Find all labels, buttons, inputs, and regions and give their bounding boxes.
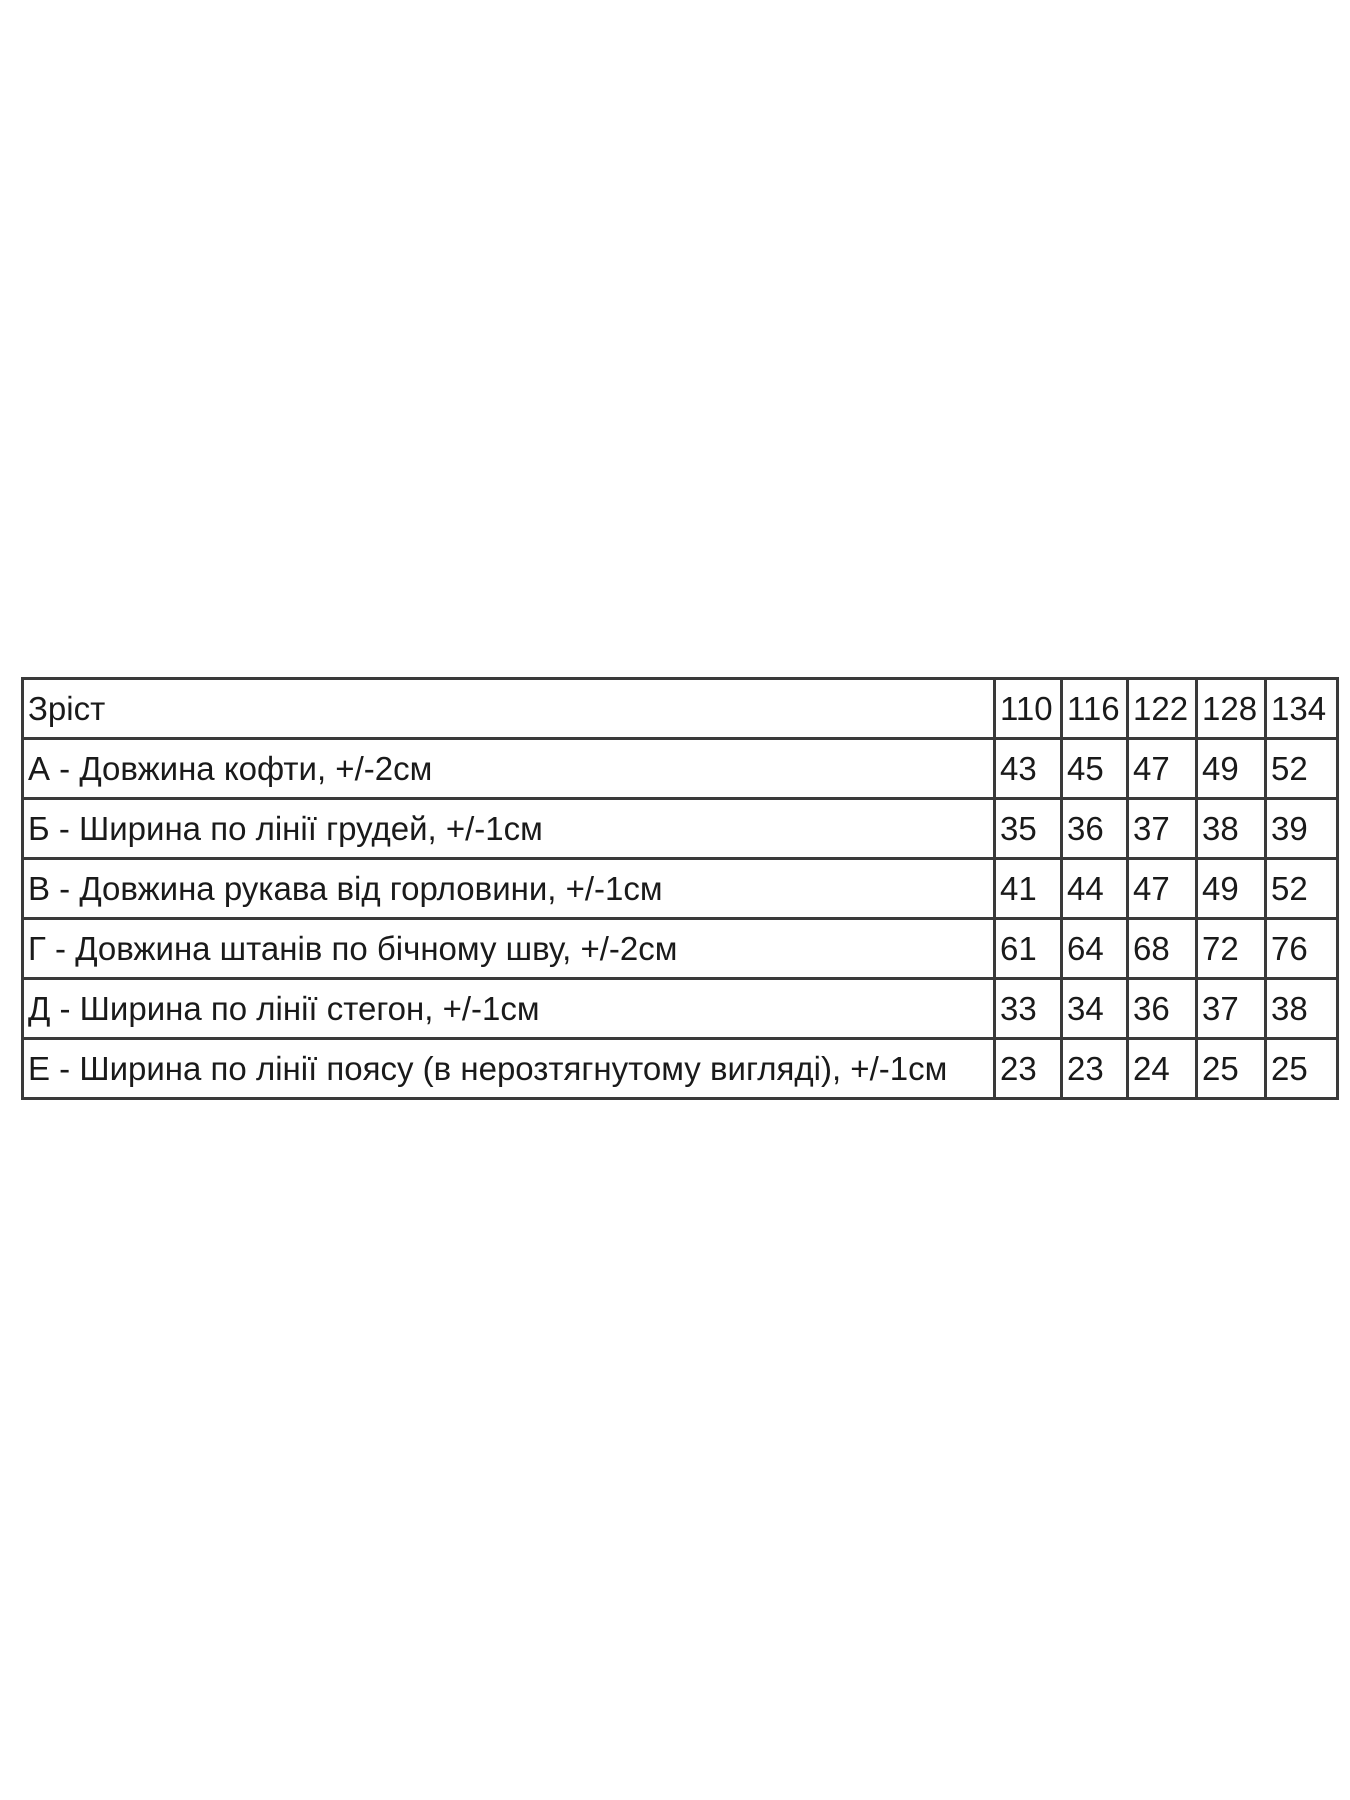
measurement-value: 23 [1062,1039,1128,1099]
measurement-value: 33 [995,979,1062,1039]
size-header-cell: 122 [1128,679,1197,739]
table-row [23,859,1338,919]
measurement-label: Д - Ширина по лінії стегон, +/-1см [23,979,995,1039]
measurement-label: Б - Ширина по лінії грудей, +/-1см [23,799,995,859]
measurement-value: 47 [1128,739,1197,799]
measurement-value: 37 [1128,799,1197,859]
measurement-value: 72 [1197,919,1266,979]
measurement-value: 49 [1197,739,1266,799]
measurement-value: 34 [1062,979,1128,1039]
measurement-value: 61 [995,919,1062,979]
table-row [23,799,1338,859]
measurement-label: А - Довжина кофти, +/-2см [23,739,995,799]
measurement-value: 23 [995,1039,1062,1099]
measurement-value: 76 [1266,919,1338,979]
measurement-value: 25 [1197,1039,1266,1099]
height-label: Зріст [23,679,995,739]
size-chart-table [21,677,1339,1100]
measurement-value: 45 [1062,739,1128,799]
size-header-cell: 116 [1062,679,1128,739]
measurement-value: 64 [1062,919,1128,979]
measurement-value: 47 [1128,859,1197,919]
measurement-value: 49 [1197,859,1266,919]
measurement-value: 25 [1266,1039,1338,1099]
measurement-value: 44 [1062,859,1128,919]
measurement-value: 52 [1266,739,1338,799]
measurement-label: Е - Ширина по лінії поясу (в нерозтягнутому вигляді), +/-1см [23,1039,995,1099]
measurement-value: 35 [995,799,1062,859]
table-row [23,919,1338,979]
measurement-value: 52 [1266,859,1338,919]
table-row [23,979,1338,1039]
measurement-value: 41 [995,859,1062,919]
measurement-value: 38 [1197,799,1266,859]
measurement-label: Г - Довжина штанів по бічному шву, +/-2см [23,919,995,979]
measurement-value: 36 [1128,979,1197,1039]
size-header-cell: 110 [995,679,1062,739]
table-row [23,1039,1338,1099]
measurement-label: В - Довжина рукава від горловини, +/-1см [23,859,995,919]
table-row [23,739,1338,799]
measurement-value: 39 [1266,799,1338,859]
measurement-value: 43 [995,739,1062,799]
measurement-value: 37 [1197,979,1266,1039]
measurement-value: 38 [1266,979,1338,1039]
measurement-value: 36 [1062,799,1128,859]
size-header-cell: 128 [1197,679,1266,739]
measurement-value: 24 [1128,1039,1197,1099]
table-header-row [23,679,1338,739]
size-header-cell: 134 [1266,679,1338,739]
measurement-value: 68 [1128,919,1197,979]
